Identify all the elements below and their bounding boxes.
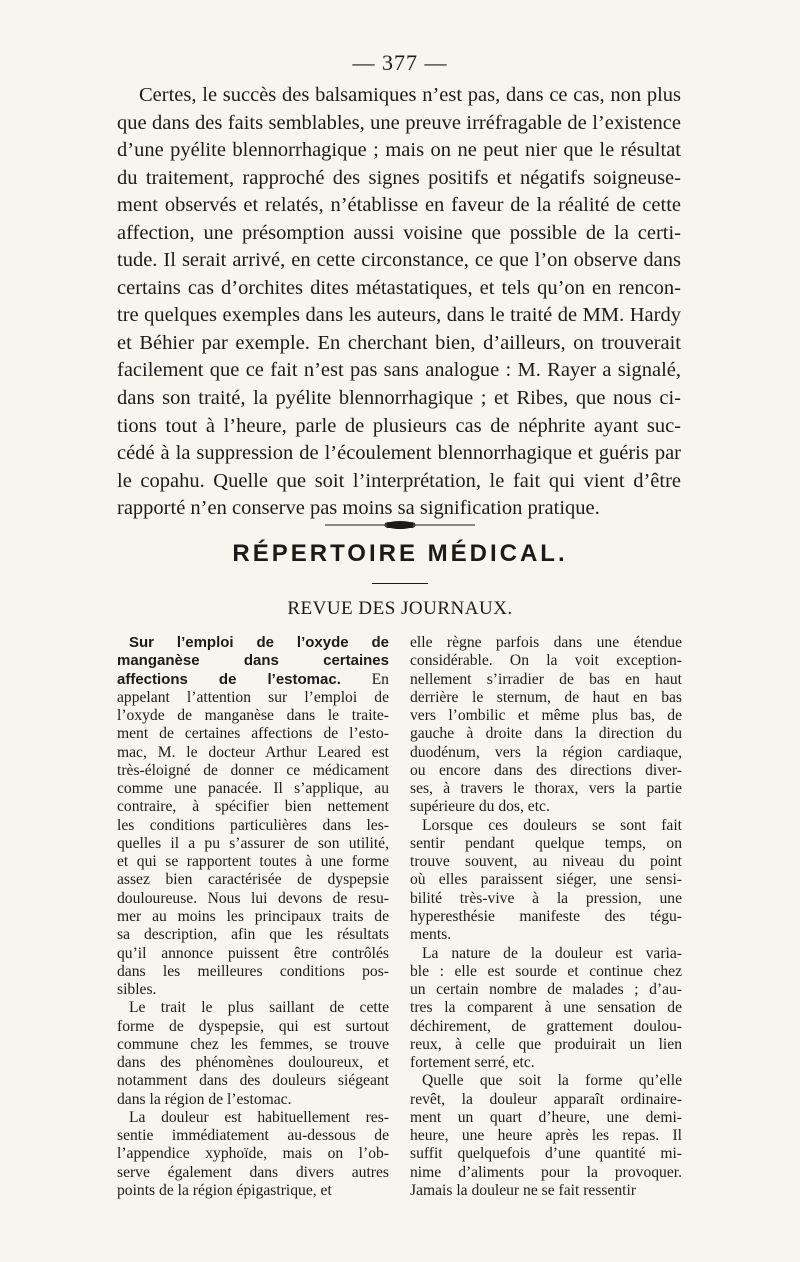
column-line: serve également dans divers autres [117, 1163, 389, 1181]
column-line: ble : elle est sourde et continue chez [410, 962, 682, 980]
column-line: supérieure du dos, etc. [410, 798, 550, 816]
column-line: ments. [410, 926, 452, 944]
column-line: et qui se rapportent toutes à une forme [117, 853, 389, 871]
column-line: dans des phénomènes douloureux, et [117, 1054, 389, 1072]
column-line: les conditions particulières dans les- [117, 816, 389, 834]
subsection-title: REVUE DES JOURNAUX. [287, 598, 513, 619]
body-line: ment observés et relatés, n’établisse en faveur de la réalité de cette [117, 194, 681, 217]
column-line: notamment dans des douleurs siégeant [117, 1072, 389, 1090]
article-heading-text: Sur l’emploi de l’oxyde de [129, 634, 389, 651]
body-paragraph [117, 82, 681, 523]
column-line: Lorsque ces douleurs se sont fait [422, 816, 682, 834]
column-line: La douleur est habituellement res- [129, 1108, 389, 1126]
column-line: commune chez les femmes, se trouve [117, 1035, 389, 1053]
column-line: ment de certaines affections de l’esto- [117, 725, 389, 743]
column-line: points de la région épigastrique, et [117, 1181, 332, 1199]
column-line: un certain nombre de malades ; d’au- [410, 981, 682, 999]
column-line: appelant l’attention sur l’emploi de [117, 688, 389, 706]
column-line: Quelle que soit la forme qu’elle [422, 1072, 682, 1090]
body-line: et Béhier par exemple. En cherchant bien, d’ailleurs, on trouverait [117, 331, 681, 354]
article-heading-text: manganèse dans certaines [117, 652, 389, 670]
body-line: affection, une présomption aussi voisine que possible de la certi- [117, 221, 681, 244]
column-line: quelles il a pu s’assurer de son utilité, [117, 834, 389, 852]
body-line: tre quelques exemples dans les auteurs, dans le traité de MM. Hardy [117, 304, 681, 327]
column-line: heure, une heure après les repas. Il [410, 1127, 682, 1145]
body-line: du traitement, rapproché des signes positifs et négatifs soigneuse- [117, 166, 681, 189]
column-line: qu’il annonce puissent être contrôlés [117, 944, 389, 962]
body-line: tions tout à l’heure, parle de plusieurs cas de néphrite ayant suc- [117, 414, 681, 437]
column-line: considérable. On la voit exception- [410, 652, 682, 670]
column-line: assez bien caractérisée de dyspepsie [117, 871, 389, 889]
column-line: ses, à travers le thorax, vers la partie [410, 780, 682, 798]
column-line: revêt, la douleur apparaît ordinaire- [410, 1090, 682, 1108]
column-line: La nature de la douleur est varia- [422, 944, 682, 962]
body-line: Certes, le succès des balsamiques n’est pas, dans ce cas, non plus [139, 84, 681, 106]
column-line: Jamais la douleur ne se fait ressentir [410, 1181, 637, 1199]
article-heading-line [117, 652, 389, 670]
column-line: déchirement, de grattement doulou- [410, 1017, 682, 1035]
column-line: forme de dyspepsie, qui est surtout [117, 1017, 389, 1035]
column-line: douloureuse. Nous lui devons de resu- [117, 889, 389, 907]
left-column [117, 634, 389, 1200]
article-heading-line [117, 634, 389, 652]
column-line: mer au moins les principaux traits de [117, 907, 389, 925]
article-heading-text: affections de l’estomac. [117, 670, 341, 688]
column-line: trouve souvent, au niveau du point [410, 853, 682, 871]
column-line: contraire, à spécifier bien nettement [117, 798, 389, 816]
body-line: tude. Il serait arrivé, en cette circonstance, ce que l’on observe dans [117, 249, 681, 272]
column-line: fortement serré, etc. [410, 1054, 535, 1072]
column-line: l’appendice xyphoïde, mais on l’ob- [117, 1145, 389, 1163]
column-line: nime d’aliments pour la provoquer. [410, 1163, 682, 1181]
article-heading-tail: En [340, 670, 389, 688]
column-line: tres la comparent à une sensation de [410, 999, 682, 1017]
column-line: reux, à celle que produirait un lien [410, 1035, 682, 1053]
column-line: mac, M. le docteur Arthur Leared est [117, 743, 389, 761]
column-line: sentie immédiatement au-dessous de [117, 1127, 389, 1145]
page-number: — 377 — [352, 50, 448, 75]
section-title: RÉPERTOIRE MÉDICAL. [232, 540, 568, 567]
body-line: cédé à la suppression de l’écoulement blennorrhagique et guéris par [117, 442, 681, 465]
column-line: où elles paraissent siéger, une sensi- [410, 871, 682, 889]
column-line: ment un quart d’heure, une demi- [410, 1108, 682, 1126]
body-line: facilement que ce fait n’est pas sans analogue : M. Rayer a signalé, [117, 359, 681, 382]
body-line: dans son traité, la pyélite blennorrhagique ; et Ribes, que nous ci- [117, 387, 681, 410]
column-line: très-éloigné de donner ce médicament [117, 761, 389, 779]
column-line: comme une panacée. Il s’applique, au [117, 780, 389, 798]
column-line: l’oxyde de manganèse dans le traite- [117, 707, 389, 725]
column-line: nellement s’irradier de bas en haut [410, 670, 682, 688]
body-line: le copahu. Quelle que soit l’interprétation, le fait qui vient d’être [117, 469, 681, 492]
column-line: suffit quelquefois d’une quantité mi- [410, 1145, 682, 1163]
column-line: Le trait le plus saillant de cette [129, 999, 389, 1017]
column-line: sentir pendant quelque temps, on [410, 834, 682, 852]
column-line: ou encore dans des directions diver- [410, 761, 682, 779]
column-line: bilité très-vive à la pression, une [410, 889, 682, 907]
body-line: rapporté n’en conserve pas moins sa signification pratique. [117, 497, 600, 520]
column-line: derrière le sternum, de haut en bas [410, 688, 682, 706]
column-line: elle règne parfois dans une étendue [410, 634, 682, 651]
body-line: d’une pyélite blennorrhagique ; mais on ne peut nier que le résultat [117, 139, 681, 162]
body-line: que dans des faits semblables, une preuve irréfragable de l’existence [117, 111, 681, 134]
article-heading-line [117, 671, 389, 689]
ornament-divider [325, 519, 475, 531]
column-line: sa description, afin que les résultats [117, 926, 389, 944]
right-column [410, 634, 682, 1200]
column-line: dans les meilleures conditions pos- [117, 962, 389, 980]
column-line: vers l’ombilic et même plus bas, de [410, 707, 682, 725]
column-line: sibles. [117, 981, 157, 999]
column-line: hyperesthésie manifeste des tégu- [410, 907, 682, 925]
column-line: duodénum, vers la région cardiaque, [410, 743, 682, 761]
column-line: gauche à droite dans la direction du [410, 725, 682, 743]
title-rule [372, 583, 428, 584]
column-line: dans la région de l’estomac. [117, 1090, 292, 1108]
body-line: certains cas d’orchites dites métastatiques, et tels qu’on en rencon- [117, 276, 681, 299]
